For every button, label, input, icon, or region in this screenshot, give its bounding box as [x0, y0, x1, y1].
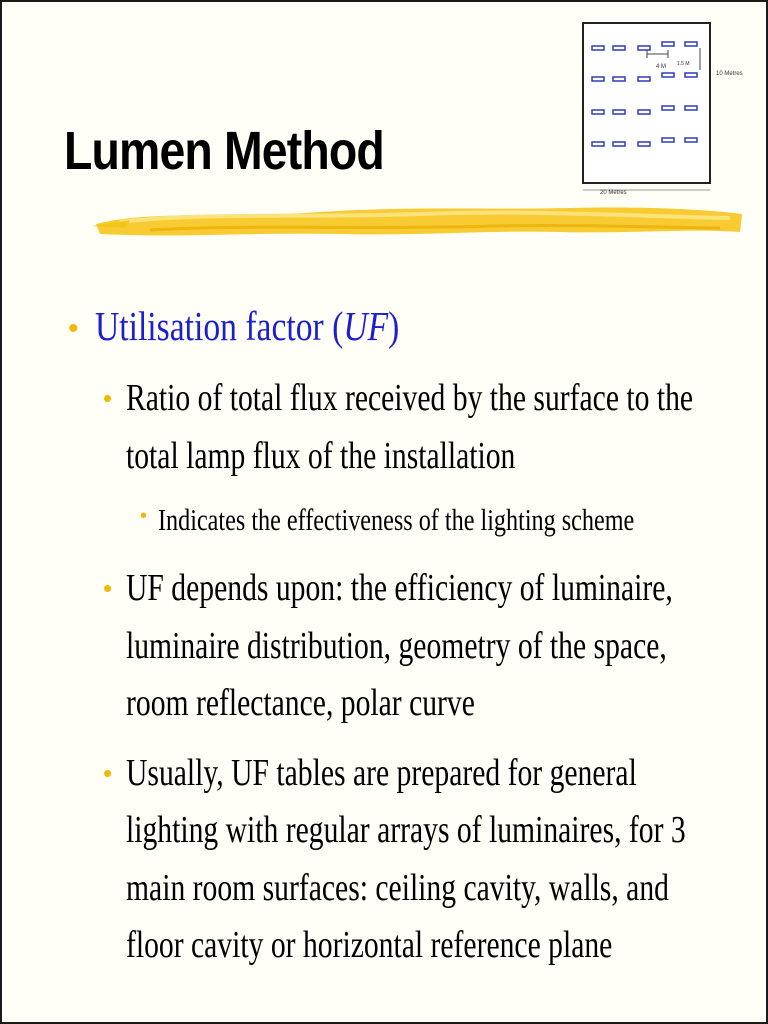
depends-line-3: room reflectance, polar curve: [126, 682, 475, 724]
spacing-x-label: 4 M: [656, 64, 667, 70]
bullet-level2: •: [103, 573, 113, 603]
depends-line-2: luminaire distribution, geometry of the space,: [126, 625, 667, 667]
spacing-y-label: 1.5 M: [677, 61, 690, 67]
usually-line-4: floor cavity or horizontal reference plane: [126, 924, 613, 966]
bullet-utilisation-factor: Utilisation factor (UF): [95, 303, 400, 349]
bullet-level2: •: [103, 758, 113, 788]
usually-line-2: lighting with regular arrays of luminaires, for 3: [126, 809, 686, 851]
ratio-line-1: Ratio of total flux received by the surface to the: [126, 377, 694, 419]
depends-line-1: UF depends upon: the efficiency of luminaire,: [126, 567, 673, 609]
bullet-level3: •: [140, 505, 148, 527]
width-label: 20 Metres: [600, 190, 627, 196]
bullet-level1: •: [68, 312, 79, 345]
usually-line-1: Usually, UF tables are prepared for general: [126, 752, 637, 794]
ratio-line-2: total lamp flux of the installation: [126, 435, 516, 477]
height-label: 10 Metres: [716, 71, 743, 77]
indicates-line: Indicates the effectiveness of the lighting scheme: [158, 502, 635, 537]
slide-body: [2, 2, 766, 1022]
slide-title: Lumen Method: [64, 121, 384, 181]
usually-line-3: main room surfaces: ceiling cavity, walls, and: [126, 867, 669, 909]
bullet-level2: •: [103, 383, 113, 413]
